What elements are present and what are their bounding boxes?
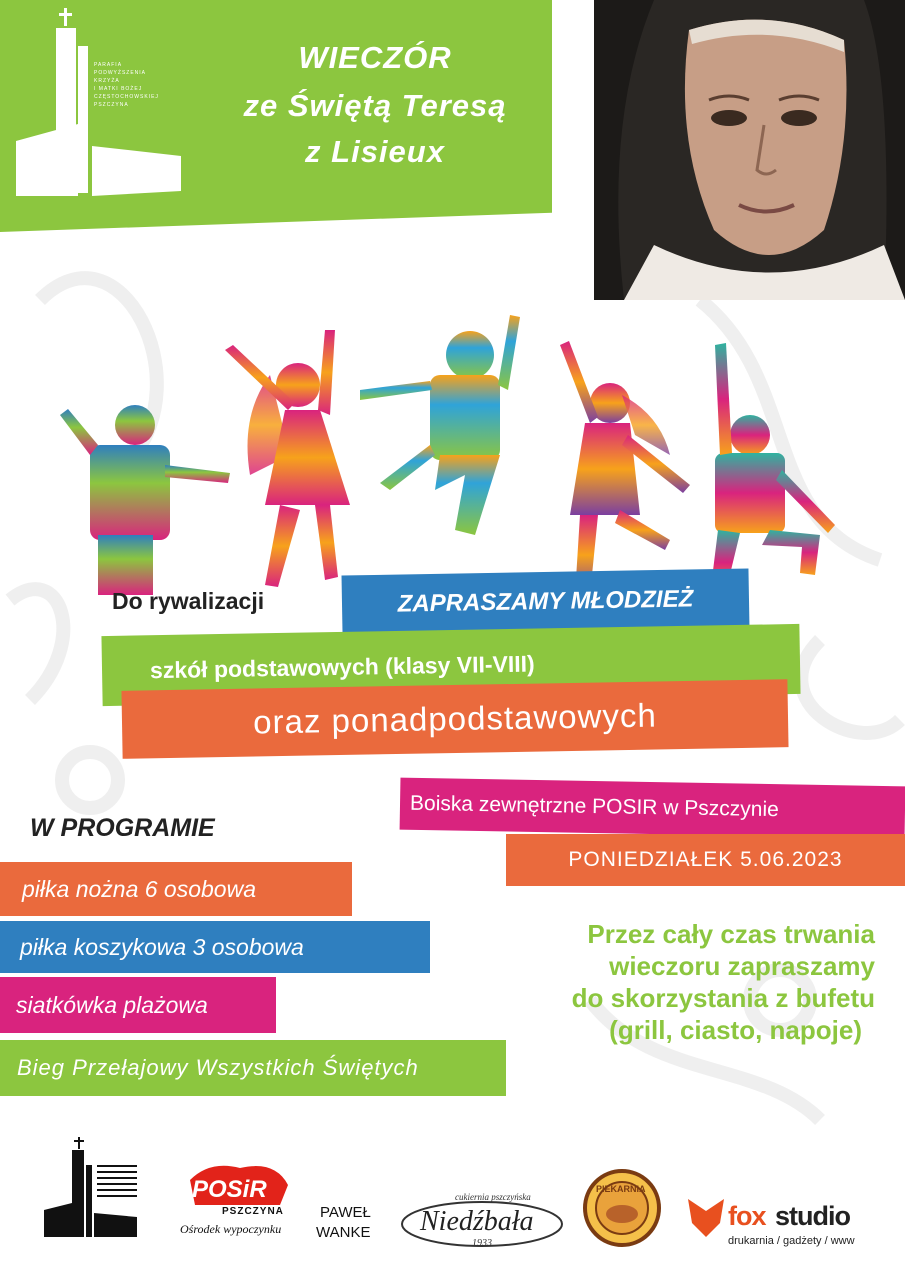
logo-line-1: PARAFIA: [94, 62, 123, 68]
niedzbala-top: cukiernia pszczyńska: [455, 1192, 531, 1202]
buffet-line-2: wieczoru zapraszamy: [609, 951, 875, 981]
posir-sub: PSZCZYNA: [222, 1206, 284, 1217]
invitation-line-3-text: oraz ponadpodstawowych: [252, 696, 658, 741]
title-line-2: ze Świętą Teresą: [243, 88, 507, 123]
wanke-line-1: PAWEŁ: [320, 1204, 371, 1221]
program-item: [0, 1040, 506, 1096]
piekarnia-name: PIEKARNIA: [596, 1184, 646, 1194]
foxstudio-sub: drukarnia / gadżety / www: [728, 1235, 855, 1247]
saint-portrait: [594, 0, 905, 300]
buffet-line-4: (grill, ciasto, napoje): [609, 1015, 862, 1045]
invitation-line-1-text: ZAPRASZAMY MŁODZIEŻ: [397, 585, 694, 618]
program-item: [0, 921, 430, 973]
program-item-text: siatkówka plażowa: [16, 991, 208, 1018]
wanke-line-2: WANKE: [316, 1224, 371, 1241]
event-date: [506, 834, 905, 886]
invitation-lead: Do rywalizacji: [112, 588, 265, 614]
parish-logo-icon: [42, 1135, 142, 1237]
piekarnia-logo: [582, 1168, 662, 1248]
fox-name: fox: [728, 1201, 766, 1231]
title-line-1: WIECZÓR: [298, 40, 452, 75]
posir-name: POSiR: [192, 1176, 267, 1203]
kid-4: [560, 341, 690, 595]
kid-2: [225, 330, 350, 587]
foxstudio-logo: [688, 1195, 868, 1250]
program-item: [0, 977, 276, 1033]
buffet-info: [480, 918, 900, 1046]
church-logo-icon: [16, 6, 181, 196]
program-heading: W PROGRAMIE: [30, 814, 215, 842]
jumping-kids-illustration: [50, 305, 850, 595]
program-item-text: piłka nożna 6 osobowa: [22, 875, 256, 902]
invitation-line-2-text: szkół podstawowych (klasy VII-VIII): [149, 650, 535, 683]
kid-1: [60, 405, 230, 595]
kid-3: [360, 315, 520, 535]
fox-head-icon: [688, 1199, 724, 1237]
sponsor-logos: [0, 1120, 905, 1280]
logo-line-2: PODWYŻSZENIA: [94, 70, 147, 76]
niedzbala-name: Niedźbała: [420, 1206, 534, 1237]
program-item: [0, 862, 352, 916]
event-location-text: Boiska zewnętrzne POSIR w Pszczynie: [409, 791, 780, 822]
logo-line-5: CZĘSTOCHOWSKIEJ: [94, 94, 159, 100]
buffet-line-3: do skorzystania z bufetu: [571, 983, 875, 1013]
niedzbala-year: 1933: [472, 1238, 492, 1249]
kid-5: [710, 343, 835, 595]
program-item-text: piłka koszykowa 3 osobowa: [20, 933, 304, 960]
event-location: [400, 778, 905, 839]
niedzbala-logo: [400, 1192, 565, 1252]
event-date-text: PONIEDZIAŁEK 5.06.2023: [568, 848, 843, 871]
posir-tag: Ośrodek wypoczynku: [180, 1222, 282, 1236]
studio-name: studio: [775, 1201, 850, 1231]
bakery-badge-icon: [582, 1168, 662, 1248]
invitation-line-3: [121, 679, 788, 759]
posir-logo: [180, 1160, 295, 1250]
logo-line-6: PSZCZYNA: [94, 102, 129, 108]
logo-line-3: KRZYŻA: [94, 78, 120, 84]
program-item-text: Bieg Przełajowy Wszystkich Świętych: [17, 1055, 419, 1080]
title-line-3: z Lisieux: [305, 134, 445, 169]
logo-line-4: I MATKI BOŻEJ: [94, 86, 143, 92]
buffet-line-1: Przez cały czas trwania: [587, 919, 875, 949]
